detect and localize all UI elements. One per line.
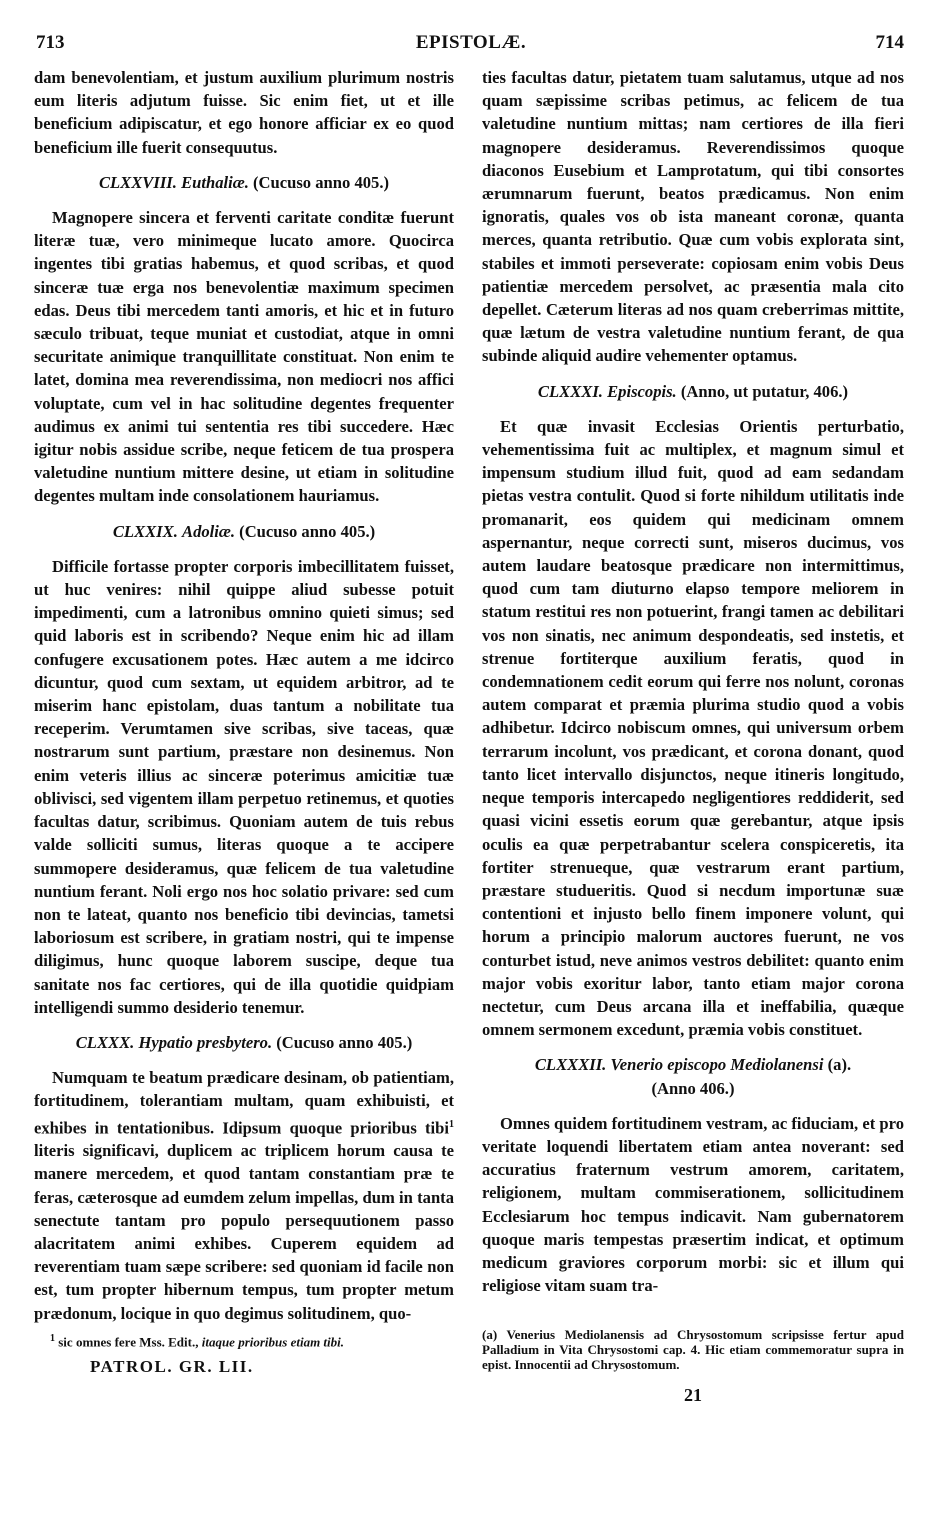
footnote-text: sic omnes fere Mss. Edit.,: [55, 1334, 202, 1350]
letter-number: CLXXXII.: [534, 1055, 607, 1075]
letter-heading-181: [482, 380, 904, 403]
paragraph-continued: dam benevolentiam, et justum auxilium plurimum nostris eum literis adjutum fuisse. Sic enim fiet, ut et ille beneficium adipiscatur, et ego honore afficiar ex eo quod beneficium ille fuerit consequutus.: [34, 68, 454, 157]
letter-addressee: Venerio episcopo Mediolanensi: [610, 1055, 824, 1075]
footnote-marker: 1: [449, 1118, 454, 1130]
paragraph-continued: ties facultas datur, pietatem tuam salutamus, utque ad nos quam sæpissime scribas petimus, ac felicem de tua valetudine nuntium mittas; nam certiores de illa fieri magnopere desideramus. Reverendissimos quoque diaconos Eusebium et Lamprotatum, qui tibi consortes ærumnarum fuerunt, beatos prædicamus. Non enim ignoratis, quales vos ob ista maneant coronæ, quanta merces, quanta retributio. Quæ cum vobis explorata sint, stabiles et immoti perseverate: copiosam enim vobis Deus patientiæ mercedem persolvet, ac præsentia mala cito depellet. Cæterum literas ad nos quam creberrimas mittite, quæ lætum de vestra valetudine nuntium ferant, de qua subinde aliquid audire vehementer optamus.: [482, 68, 904, 366]
letter-181-body: Et quæ invasit Ecclesias Orientis perturbatio, vehementissima fuit ac multiplex, et magnum simul et impensum studium illud fuit, quod ad eam sedandam pietas vestra contulit. Quod si forte nihildum utilitatis inde promanarit, eos quidem qui medicinam omnem aspernantur, neque correcti sunt, miseros ducimus, vos autem laudare beatosque prædicare non intermittimus, quod cum tam diuturno elapso tempore meliorem in statum restitui res non potuerint, frangi tamen ac debilitari vos non sinatis, nec animum despondeatis, sed instetis, et strenue fortiterque auxilium feratis, quod in condemnationem cedit eorum qui ferre nos nolunt, coronas autem comparat et præmia plurima studio quod a vobis adhibetur. Idcirco nobiscum omnes, qui universum orbem terrarum incolunt, vos prædicant, et corona donant, quod tanto licet intervallo disjunctos, neque itineris longitudo, neque temporis intercapedo negligentiores reddiderit, sed quasi vicini essetis eorum quæ gerebantur, atque ipsis oculis ea quæ perpetrabantur scelera conspiceretis, ita fortiter strenueque, quæ vestrarum erant partium, præstare studueritis. Quod si necdum importunæ suæ contentioni et injusto bello finem imponere volunt, qui horum a principio malorum auctores fuerunt, ne vos conturbet istud, neve animos vestros debilitet: quanto enim major vobis exoritur labor, tanto etiam major corona nectetur, cum Deus arcana illa et ineffabilia, quæque omnem sermonem excedunt, præmia vobis constituet.: [482, 416, 904, 1040]
signature-mark: 21: [684, 1385, 702, 1406]
letter-addressee: Hypatio presbytero.: [138, 1032, 273, 1052]
letter-date-note: (Anno 406.): [651, 1078, 735, 1098]
letter-heading-178: [34, 171, 454, 194]
letter-number: CLXXX.: [75, 1032, 135, 1052]
footnote-right: (a) Venerius Mediolanensis ad Chrysostomum scripsisse fertur apud Palladium in Vita Chrysostomi cap. 4. Hic etiam commemoratur supra in epist. Innocentii ad Chrysostomum.: [482, 1327, 904, 1373]
letter-date-note: (Cucuso anno 405.): [239, 521, 376, 541]
footnote-reference: (a).: [827, 1055, 852, 1075]
right-column: [482, 66, 904, 1408]
letter-heading-179: [34, 520, 454, 543]
letter-178-body: Magnopere sincera et ferventi caritate conditæ fuerunt literæ tuæ, vero minimeque lucato amore. Quocirca ingentes tibi gratias habemus, et quod scribas, et quod sinceræ tuæ erga nos benevolentiæ maximum specimen edas. Deus tibi mercedem tanti amoris, et hic et in futuro sæculo tribuat, teque muniat et custodiat, atque in omni securitate animique tranquillitate constituat. Non enim te latet, domina mea reverendissima, non mediocri nos affici voluptate, cum vel in hac solitudine degentes frequenter audimus ex animi tui sententia res tibi succedere. Hæc igitur nobis assidue scribe, neque feticem de tua prospera valetudine nuntium mittere desine, ut etiam in solitudine degentes multam inde consolationem hauriamus.: [34, 208, 454, 506]
letter-182-body: Omnes quidem fortitudinem vestram, ac fiduciam, et pro veritate loquendi libertatem etiam antea noverant: sed accuratius fraternum vestrum amorem, caritatem, religionem, multam commiserationem, sollicitudinem Ecclesiarum hoc tempus indicavit. Nam gubernatorem quoque maris tempestas præsertim indicat, et optimum medicum graviores corporum morbi: sic et illum qui religiose vitam suam tra-: [482, 1113, 904, 1296]
letter-heading-182: [482, 1053, 904, 1099]
page-number-right: 714: [875, 32, 904, 53]
left-column: [34, 66, 454, 1378]
running-title: EPISTOLÆ.: [415, 32, 527, 53]
letter-number: CLXXIX.: [112, 521, 178, 541]
letter-180-text-a: Numquam te beatum prædicare desinam, ob patientiam, fortitudinem, tolerantiam multam, quam exhibuisti, et exhibes in tentationibus. Idipsum quoque prioribus tibi: [34, 1068, 454, 1138]
letter-number: CLXXVIII.: [98, 172, 177, 192]
patrologia-signature: PATROL. GR. LII.: [90, 1357, 254, 1377]
footnote-left: [34, 1331, 454, 1349]
letter-addressee: Episcopis.: [607, 381, 677, 401]
footnote-marker: 1: [50, 1332, 55, 1344]
letter-number: CLXXXI.: [537, 381, 603, 401]
running-header: [0, 32, 942, 62]
footnote-italic-text: itaque prioribus etiam tibi.: [201, 1334, 345, 1350]
letter-180-text-b: literis significavi, duplicem ac triplicem horum causa te manere mercedem, et quod tantam constantiam præ te feras, cæterosque ad eumdem zelum impellas, dum in tanta senectute tantam pro populo persequutionem passo alacritatem animi exhibes. Cuperem equidem ad reverentiam tuam sæpe scribere: sed quoniam id facile non est, tum propter hibernum tempus, tum propter metum prædonum, locique in quo degimus solitudinem, quo-: [34, 1141, 454, 1323]
letter-addressee: Adoliæ.: [182, 521, 236, 541]
letter-addressee: Euthaliæ.: [181, 172, 249, 192]
letter-180-body: [34, 1066, 454, 1325]
letter-date-note: (Anno, ut putatur, 406.): [680, 381, 849, 401]
page-number-left: 713: [36, 32, 65, 53]
letter-179-body: Difficile fortasse propter corporis imbecillitatem fuisset, ut huc venires: nihil quippe aliud subesse potuit impedimenti, cum a latronibus omnino quieti simus; sed quid laboris est in scribendo? Neque enim hic ad illam confugere excusationem potes. Hæc autem a me idcirco dicuntur, quod cum sextam, ut equidem arbitror, ad te miserim hanc epistolam, duas tantum a nobilitate tua receperim. Verumtamen sive scribas, sive taceas, quæ nostrarum sunt partium, præstare non desinemus. Non enim veteris illius ac sinceræ poterimus amicitiæ tuæ oblivisci, sed vigentem illam perpetuo retinemus, et quoties facultas datur, scribimus. Quoniam autem de tuis rebus valde solliciti sumus, literas quoque a te accipere summopere desideramus, quæ felicem de tua valetudine nuntium ferant. Noli ergo nos hoc solatio privare: sed cum non te lateat, quanto nos beneficio tibi devincias, tametsi laboriosum est scribere, in gratiam nostri, qui te impense diligimus, hunc quoque laborem suscipe, deque tua sanitate nos fac certiores, qui de illa quotidie quidpiam intelligendi summo desiderio tenemur.: [34, 556, 454, 1017]
letter-date-note: (Cucuso anno 405.): [276, 1032, 413, 1052]
letter-date-note: (Cucuso anno 405.): [253, 172, 390, 192]
letter-heading-180: [34, 1031, 454, 1054]
